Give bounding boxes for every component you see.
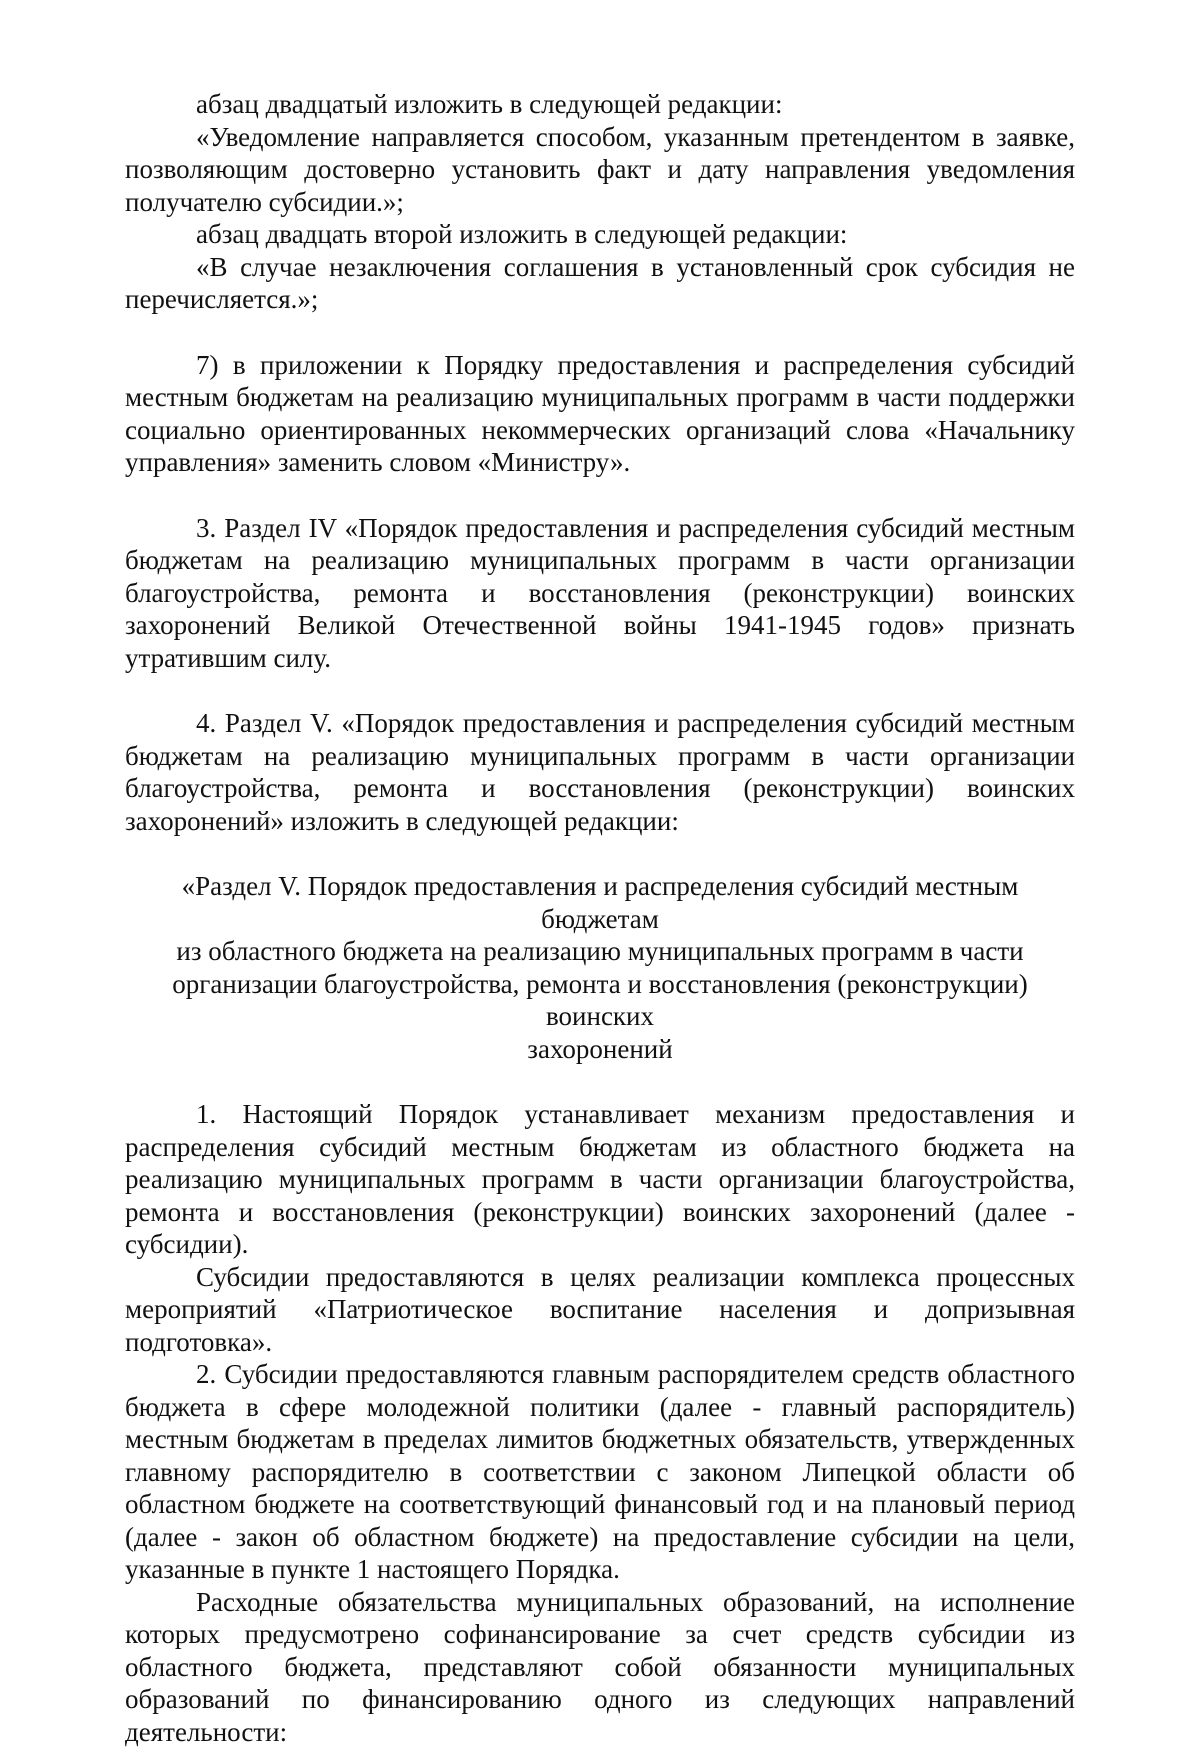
paragraph-item-7: 7) в приложении к Порядку предоставления и распределения субсидий местным бюджетам на реализацию муниципальных программ в части поддержки социально ориентированных некоммерческих организаций слова «Начальнику управления» заменить словом «Министру». xyxy=(125,349,1075,479)
paragraph-abzac-20: абзац двадцатый изложить в следующей редакции: xyxy=(125,88,1075,121)
paragraph-item-3: 3. Раздел IV «Порядок предоставления и распределения субсидий местным бюджетам на реализацию муниципальных программ в части организации благоустройства, ремонта и восстановления (реконструкции) воинских захоронений Великой Отечественной войны 1941-1945 годов» признать утратившим силу. xyxy=(125,512,1075,675)
paragraph-point-2: 2. Субсидии предоставляются главным распорядителем средств областного бюджета в сфере молодежной политики (далее - главный распорядитель) местным бюджетам в пределах лимитов бюджетных обязательств, утвержденных главному распорядителю в соответствии с законом Липецкой области об областном бюджете на соответствующий финансовый год и на плановый период (далее - закон об областном бюджете) на предоставление субсидии на цели, указанные в пункте 1 настоящего Порядка. xyxy=(125,1358,1075,1586)
section-heading-line: «Раздел V. Порядок предоставления и распределения субсидий местным бюджетам xyxy=(125,870,1075,935)
paragraph-non-conclusion-text: «В случае незаключения соглашения в установленный срок субсидия не перечисляется.»; xyxy=(125,251,1075,316)
paragraph-expense-obligations: Расходные обязательства муниципальных образований, на исполнение которых предусмотрено софинансирование за счет средств субсидии из областного бюджета, представляют собой обязанности муниципальных образований по финансированию одного из следующих направлений деятельности: xyxy=(125,1586,1075,1748)
section-heading-line: захоронений xyxy=(125,1033,1075,1066)
spacer xyxy=(125,837,1075,870)
spacer xyxy=(125,674,1075,707)
spacer xyxy=(125,1065,1075,1098)
section-heading xyxy=(125,870,1075,1065)
paragraph-point-1: 1. Настоящий Порядок устанавливает механизм предоставления и распределения субсидий местным бюджетам из областного бюджета на реализацию муниципальных программ в части организации благоустройства, ремонта и восстановления (реконструкции) воинских захоронений (далее - субсидии). xyxy=(125,1098,1075,1261)
spacer xyxy=(125,479,1075,512)
paragraph-notification-text: «Уведомление направляется способом, указанным претендентом в заявке, позволяющим достоверно установить факт и дату направления уведомления получателю субсидии.»; xyxy=(125,121,1075,219)
spacer xyxy=(125,316,1075,349)
paragraph-abzac-22: абзац двадцать второй изложить в следующей редакции: xyxy=(125,218,1075,251)
paragraph-subsidy-purpose: Субсидии предоставляются в целях реализации комплекса процессных мероприятий «Патриотическое воспитание населения и допризывная подготовка». xyxy=(125,1261,1075,1359)
section-heading-line: из областного бюджета на реализацию муниципальных программ в части xyxy=(125,935,1075,968)
section-heading-line: организации благоустройства, ремонта и восстановления (реконструкции) воинских xyxy=(125,968,1075,1033)
paragraph-item-4: 4. Раздел V. «Порядок предоставления и распределения субсидий местным бюджетам на реализацию муниципальных программ в части организации благоустройства, ремонта и восстановления (реконструкции) воинских захоронений» изложить в следующей редакции: xyxy=(125,707,1075,837)
